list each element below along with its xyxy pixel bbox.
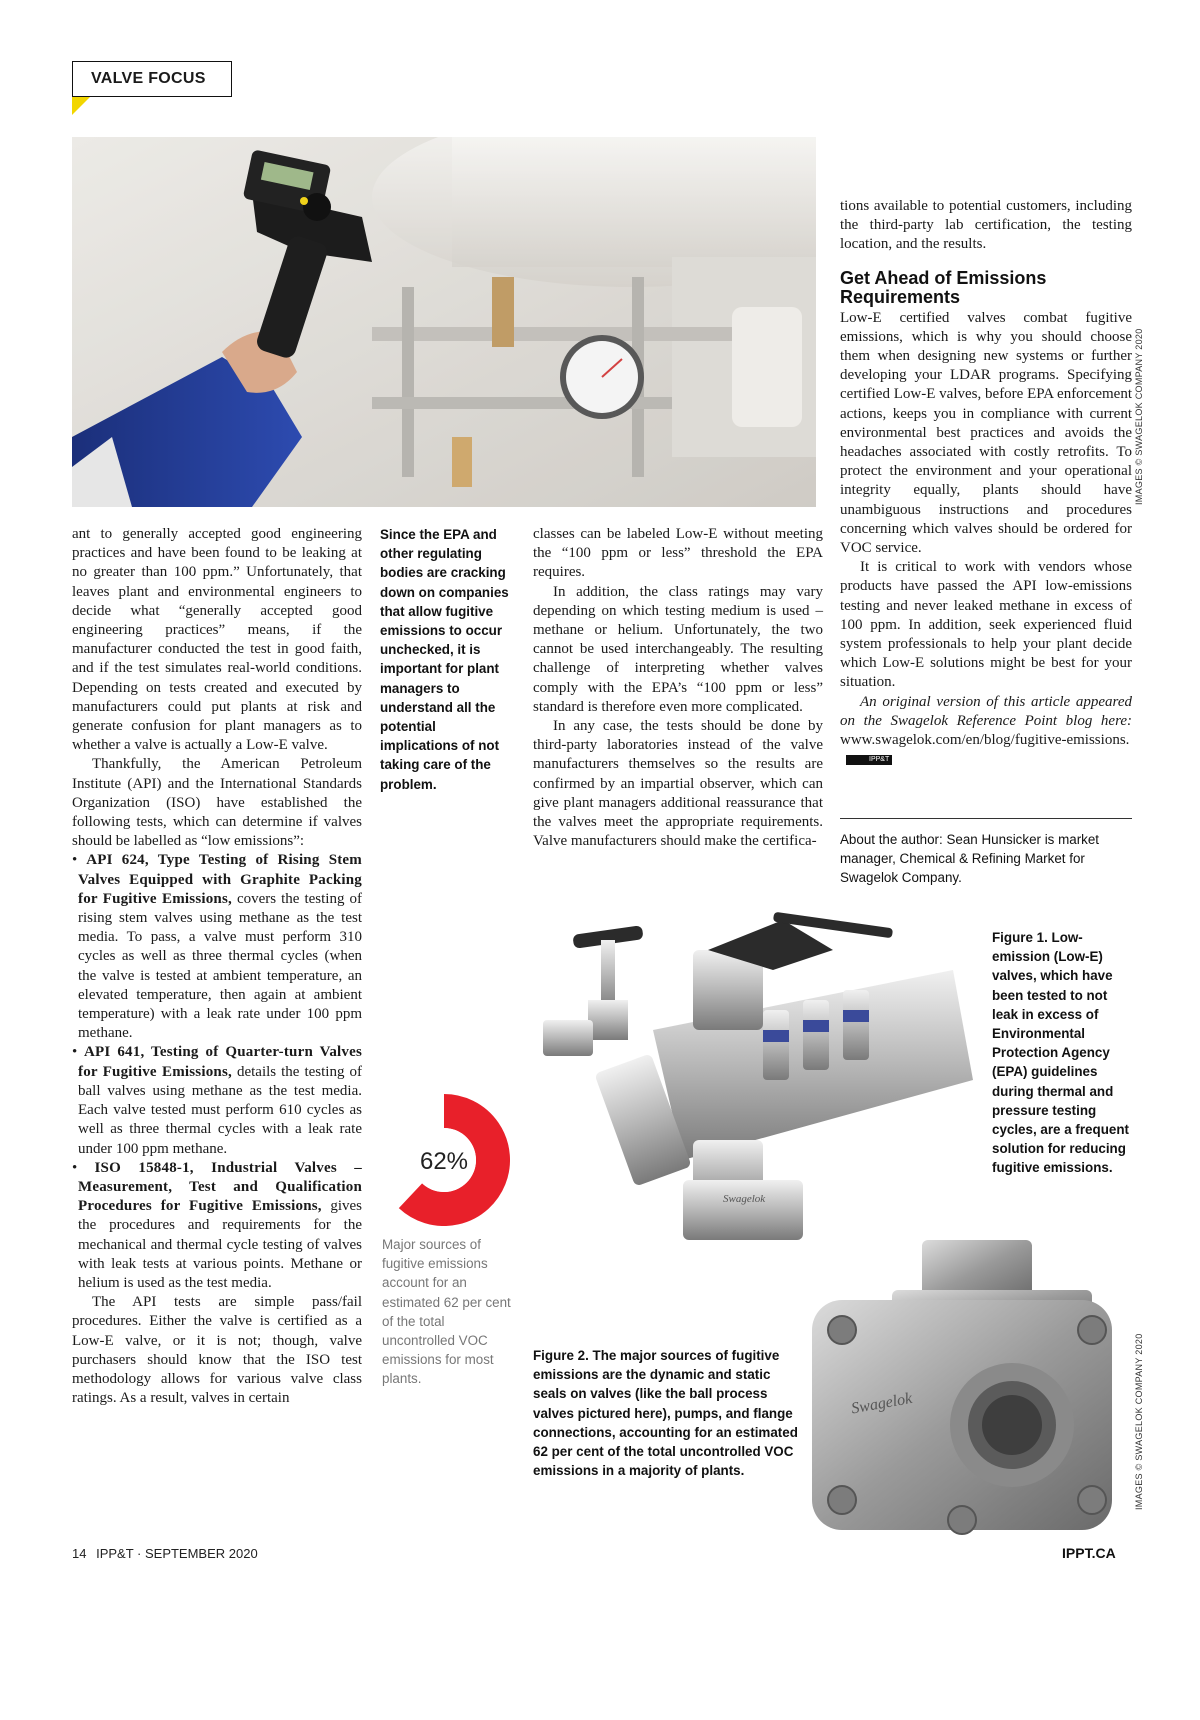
- author-note: About the author: Sean Hunsicker is market manager, Chemical & Refining Market for Swagelok Company.: [840, 832, 1100, 885]
- col1-paragraph-3: The API tests are simple pass/fail procedures. Either the valve is certified as a Low-E valve, or it is not; though, valve purchasers should know that the ISO test methodology allows for various valve class ratings. As a result, valves in certain: [72, 1294, 362, 1407]
- bullet-api-641: • API 641, Testing of Quarter-turn Valves for Fugitive Emissions, details the testing of ball valves using methane as the test media. Each valve tested must perform 610 cycles as well as three thermal cycles with a leak rate under 100 ppm methane.: [72, 1044, 362, 1157]
- col3-paragraph-1: classes can be labeled Low-E without meeting the “100 ppm or less” threshold the EPA requires.: [533, 526, 823, 581]
- pull-quote: Since the EPA and other regulating bodies are cracking down on companies that allow fugitive emissions to occur unchecked, it is important for plant managers to understand all the potential implications of not taking care of the problem.: [380, 527, 509, 792]
- bullet-iso-15848-title: ISO 15848-1, Industrial Valves – Measurement, Test and Qualification Procedures for Fugitive Emissions,: [78, 1159, 362, 1215]
- donut-label: 62%: [419, 1148, 469, 1175]
- end-mark: IPP&T: [846, 755, 892, 765]
- col4-paragraph-3: It is critical to work with vendors whose products have passed the API low-emissions testing and never leaked methane in excess of 100 ppm. In addition, seek experienced fluid system professionals to help your plant decide which Low-E solutions might be best for your situation.: [840, 559, 1132, 691]
- section-tag-accent: [72, 97, 90, 115]
- bullet-api-624-title: API 624, Type Testing of Rising Stem Valves Equipped with Graphite Packing for Fugitive Emissions,: [78, 852, 362, 907]
- publication-issue: IPP&T · SEPTEMBER 2020: [96, 1546, 258, 1561]
- figure-1-caption: Figure 1. Low-emission (Low-E) valves, which have been tested to not leak in excess of Environmental Protection Agency (EPA) guidelines during thermal and pressure testing cycles, are a frequent solution for reducing fugitive emissions.: [992, 930, 1129, 1176]
- col1-paragraph-1: ant to generally accepted good engineering practices and have been found to be leaking at no greater than 100 ppm.” Unfortunately, that leaves plant and environmental engineers to decide what “generally accepted good engineering practices” means, if the manufacturer conducted the test in good faith, and if the test simulates real-world conditions. Depending on tests created and executed by manufacturers could put plants at risk and generate confusion for plant managers as to whether a valve is actually a Low-E valve.: [72, 526, 362, 754]
- hero-photo: [72, 137, 816, 507]
- image-credit-top-text: IMAGES © SWAGELOK COMPANY 2020: [1134, 328, 1144, 505]
- author-divider: [840, 818, 1132, 819]
- stat-donut: [378, 1094, 510, 1226]
- figure-2-caption: Figure 2. The major sources of fugitive emissions are the dynamic and static seals on valves (like the ball process valves pictured here), pumps, and flange connections, accounting for an estimated 62 per cent of the total uncontrolled VOC emissions in a majority of plants.: [533, 1348, 798, 1479]
- bullet-iso-15848: • ISO 15848-1, Industrial Valves – Measurement, Test and Qualification Procedures for Fugitive Emissions, gives the procedures and requirements for the mechanical and thermal cycle testing of valves with leak tests at various points. Methane or helium is used as the test media.: [72, 1159, 362, 1291]
- ball-valve-photo: [812, 1240, 1122, 1540]
- article-column-4: [840, 197, 1132, 769]
- col3-paragraph-2: In addition, the class ratings may vary depending on which testing medium is used – methane or helium. Unfortunately, the two cannot be used interchangeably. The resulting challenge of interpreting whether valves comply with the EPA’s “100 ppm or less” standard is therefore even more complicated.: [533, 583, 823, 715]
- col3-paragraph-3: In any case, the tests should be done by third-party laboratories instead of the valve manufacturers themselves so the results are confirmed by an impartial observer, which can give plant managers additional reassurance that the valves meet the appropriate requirements. Valve manufacturers should make the certifica-: [533, 718, 823, 850]
- bullet-api-624: • API 624, Type Testing of Rising Stem Valves Equipped with Graphite Packing for Fugitive Emissions, covers the testing of rising stem valves using methane as the test media. To pass, a valve must perform 310 cycles as well as three thermal cycles (when the valve is tested at ambient temperature, an elevated temperature, then again at ambient temperature) with a leak rate under 100 ppm methane.: [72, 852, 362, 1042]
- col4-paragraph-2: Low-E certified valves combat fugitive emissions, which is why you should choose them when designing new systems or further developing your LDAR programs. Specifying certified Low-E valves, before EPA enforcement actions, keeps you in compliance with current environmental best practices and avoids the headaches associated with costly retrofits. To protect the environment and your operational integrity equally, plants should have unambiguous instructions and procedures concerning which valves should be ordered for VOC service.: [840, 309, 1132, 557]
- bullet-api-641-title: API 641, Testing of Quarter-turn Valves for Fugitive Emissions,: [78, 1044, 362, 1080]
- footer-left: [72, 1546, 264, 1561]
- image-credit-bottom-text: IMAGES © SWAGELOK COMPANY 2020: [1134, 1333, 1144, 1510]
- valve-brand-engraving: Swagelok: [723, 1193, 766, 1205]
- bullet-api-641-text: details the testing of ball valves using methane as the test media. Each valve tested must perform 610 cycles as well as three thermal cycles with a leak rate under 100 ppm methane.: [78, 1063, 362, 1157]
- ball-valve-brand: Swagelok: [850, 1390, 914, 1418]
- source-url[interactable]: www.swagelok.com/en/blog/fugitive-emissions.: [840, 732, 1130, 749]
- donut-caption: Major sources of fugitive emissions account for an estimated 62 per cent of the total uncontrolled VOC emissions for most plants.: [382, 1237, 511, 1387]
- image-credit-bottom: [1134, 1333, 1150, 1720]
- bullet-api-624-text: covers the testing of rising stem valves using methane as the test media. To pass, a valve must perform 310 cycles as well as three thermal cycles (when the valve is tested at ambient temperature, an elevated temperature, then again at ambient temperature) with a leak rate under 100 ppm methane.: [78, 890, 362, 1042]
- image-credit-top: [1134, 328, 1150, 685]
- source-note: [840, 693, 1132, 770]
- source-note-italic: An original version of this article appeared on the Swagelok Reference Point blog here:: [840, 693, 1132, 729]
- col4-paragraph-1: tions available to potential customers, including the third-party lab certification, the testing location, and the results.: [840, 198, 1132, 253]
- page-number: 14: [72, 1546, 87, 1561]
- section-tag: VALVE FOCUS: [72, 61, 232, 97]
- bullet-iso-15848-text: gives the procedures and requirements for the mechanical and thermal cycle testing of valves with leak tests at various points. Methane or helium is used as the test media.: [78, 1198, 362, 1291]
- col1-paragraph-2: Thankfully, the American Petroleum Institute (API) and the International Standards Organization (ISO) have established the following tests, which can determine if valves should be labelled as “low emissions”:: [72, 756, 362, 850]
- article-column-1: [72, 525, 362, 1408]
- section-subheading: Get Ahead of Emissions Requirements: [840, 267, 1047, 307]
- article-column-3: [533, 525, 823, 851]
- footer-site[interactable]: IPPT.CA: [1062, 1545, 1116, 1561]
